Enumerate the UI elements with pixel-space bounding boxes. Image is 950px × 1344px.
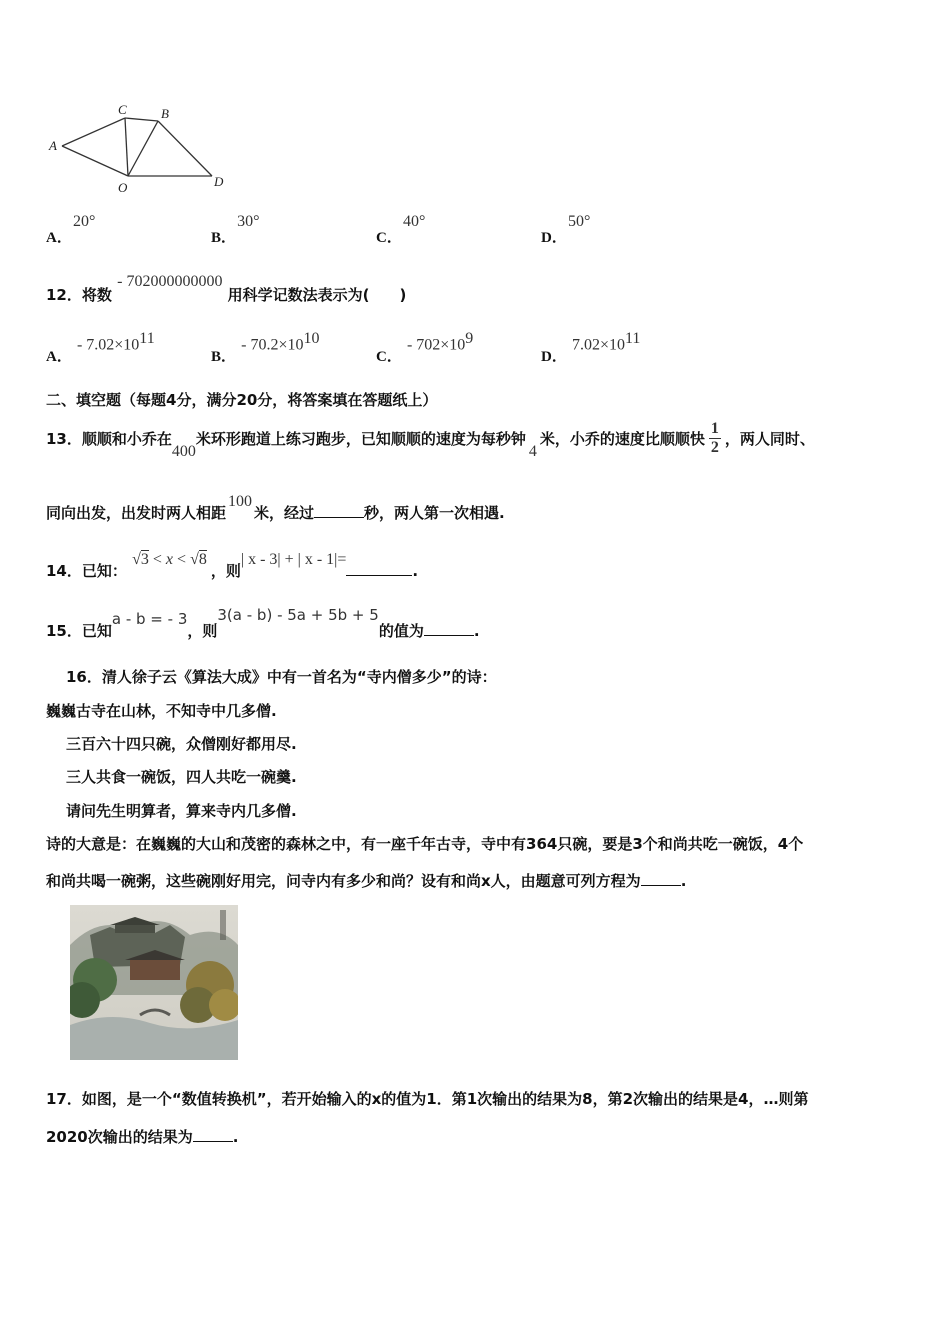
q15-stem — [46, 606, 480, 640]
option-letter: C． — [376, 230, 402, 246]
q13-line2a: 同向出发，出发时两人相距 — [46, 504, 227, 522]
label-b: B — [161, 106, 169, 121]
q14-end: . — [412, 562, 419, 580]
geometry-figure — [40, 96, 240, 196]
q14-lt1: < — [152, 551, 162, 568]
label-d: D — [214, 174, 224, 189]
option-letter: A． — [46, 230, 72, 246]
q13-line2c: 秒，两人第一次相遇. — [364, 504, 505, 522]
q15-prefix: 15．已知 — [46, 622, 112, 640]
q13-part3: 米，小乔的速度比顺顺快 — [539, 430, 705, 448]
q11-option-a[interactable] — [46, 210, 99, 246]
option-times: ×10 — [278, 336, 304, 354]
q13-fraction — [709, 420, 721, 457]
q16-poem-line: 三百六十四只碗，众僧刚好都用尽. — [66, 735, 297, 753]
q16-intro: 16．清人徐子云《算法大成》中有一首名为“寺内僧多少”的诗： — [66, 668, 497, 686]
q12-option-c[interactable] — [376, 330, 474, 366]
q16-meaning-line1: 诗的大意是：在巍巍的大山和茂密的森林之中，有一座千年古寺，寺中有364只碗，要是3个和尚共吃一碗饭，4个 — [46, 835, 804, 853]
q16-poem-line: 三人共食一碗饭，四人共吃一碗羹. — [66, 768, 297, 786]
option-letter: C． — [376, 349, 402, 366]
q11-option-c[interactable] — [376, 210, 429, 246]
q12-option-d[interactable] — [541, 330, 641, 366]
q12-stem — [46, 270, 407, 304]
q13-part2: 米环形跑道上练习跑步，已知顺顺的速度为每秒钟 — [195, 430, 526, 448]
q14-lt2: < — [177, 551, 187, 568]
q12-number: - 702000000000 — [117, 273, 223, 290]
sqrt-icon: √ — [190, 551, 199, 568]
option-mantissa: - 70.2 — [241, 336, 279, 354]
q15-suffix: 的值为 — [378, 622, 424, 640]
q15-condition: a - b = - 3 — [111, 610, 188, 628]
option-letter: D． — [541, 230, 567, 246]
option-times: ×10 — [599, 336, 625, 354]
option-letter: A． — [46, 349, 72, 366]
option-exp: 9 — [465, 330, 474, 347]
q11-option-b[interactable] — [211, 210, 264, 246]
q12-prefix: 12．将数 — [46, 286, 112, 304]
q17-end: . — [232, 1128, 239, 1146]
q14-expr: | x - 3| + | x - 1|= — [240, 551, 347, 568]
q16-meaning2: 和尚共喝一碗粥，这些碗刚好用完，问寺内有多少和尚？设有和尚x人，由题意可列方程为 — [46, 872, 641, 890]
q17-line1: 17．如图，是一个“数值转换机”，若开始输入的x的值为1．第1次输出的结果为8，第2次输出的结果是4，…则第 — [46, 1090, 809, 1108]
sqrt-icon: √ — [132, 551, 141, 568]
option-value: 20° — [72, 213, 96, 230]
option-value: 30° — [237, 213, 260, 230]
q14-sqrt3: 3 — [140, 551, 149, 568]
option-mantissa: 7.02 — [571, 336, 600, 354]
q13-line2b: 米，经过 — [254, 504, 315, 522]
label-c: C — [118, 102, 127, 117]
q17-line2 — [46, 1126, 238, 1147]
q12-option-b[interactable] — [211, 330, 320, 366]
option-value: 50° — [567, 213, 591, 230]
option-letter: B． — [211, 349, 237, 366]
option-times: ×10 — [440, 336, 466, 354]
q16-end: . — [680, 872, 687, 890]
q12-option-a[interactable] — [46, 330, 155, 366]
q14-answer-blank[interactable] — [346, 561, 412, 576]
option-mantissa: - 7.02 — [76, 336, 115, 354]
option-mantissa: - 702 — [406, 336, 441, 354]
q16-meaning-line2 — [46, 870, 686, 891]
option-exp: 11 — [624, 330, 641, 347]
q13-line2 — [46, 490, 505, 522]
label-a: A — [49, 138, 57, 153]
q15-mid: ，则 — [187, 622, 218, 640]
q13-part1: 13．顺顺和小乔在 — [46, 430, 172, 448]
q16-answer-blank[interactable] — [641, 871, 681, 886]
q17-line2-text: 2020次输出的结果为 — [46, 1128, 193, 1146]
q14-x: x — [165, 551, 174, 568]
option-letter: B． — [211, 230, 237, 246]
q15-answer-blank[interactable] — [424, 621, 474, 636]
q11-option-d[interactable] — [541, 210, 594, 246]
section-title: 二、填空题（每题4分，满分20分，将答案填在答题纸上） — [46, 391, 438, 409]
temple-landscape-painting — [70, 905, 238, 1060]
q14-mid: ，则 — [210, 562, 241, 580]
q17-answer-blank[interactable] — [193, 1127, 233, 1142]
q15-end: . — [473, 622, 480, 640]
q13-m4: 4 — [528, 443, 537, 460]
q14-condition — [132, 550, 211, 568]
option-value: 40° — [402, 213, 426, 230]
option-times: ×10 — [114, 336, 140, 354]
label-o: O — [118, 180, 128, 195]
q12-suffix: 用科学记数法表示为( ) — [227, 286, 407, 304]
q13-m100: 100 — [228, 493, 253, 510]
q16-poem-line: 请问先生明算者，算来寺内几多僧. — [66, 802, 297, 820]
q15-expression: 3(a - b) - 5a + 5b + 5 — [217, 606, 379, 624]
q13-part4: ，两人同时、 — [724, 430, 815, 448]
q14-prefix: 14．已知： — [46, 562, 127, 580]
q14-stem — [46, 548, 419, 580]
q13-line1 — [46, 420, 815, 460]
q13-answer-blank[interactable] — [314, 503, 364, 518]
q14-sqrt8: 8 — [198, 551, 207, 568]
q13-frac-num: 1 — [710, 420, 719, 437]
option-letter: D． — [541, 349, 567, 366]
option-exp: 10 — [303, 330, 320, 347]
option-exp: 11 — [139, 330, 155, 347]
q13-m400: 400 — [171, 443, 196, 460]
q16-poem-line: 巍巍古寺在山林，不知寺中几多僧. — [46, 702, 277, 720]
q13-frac-den: 2 — [710, 439, 719, 456]
